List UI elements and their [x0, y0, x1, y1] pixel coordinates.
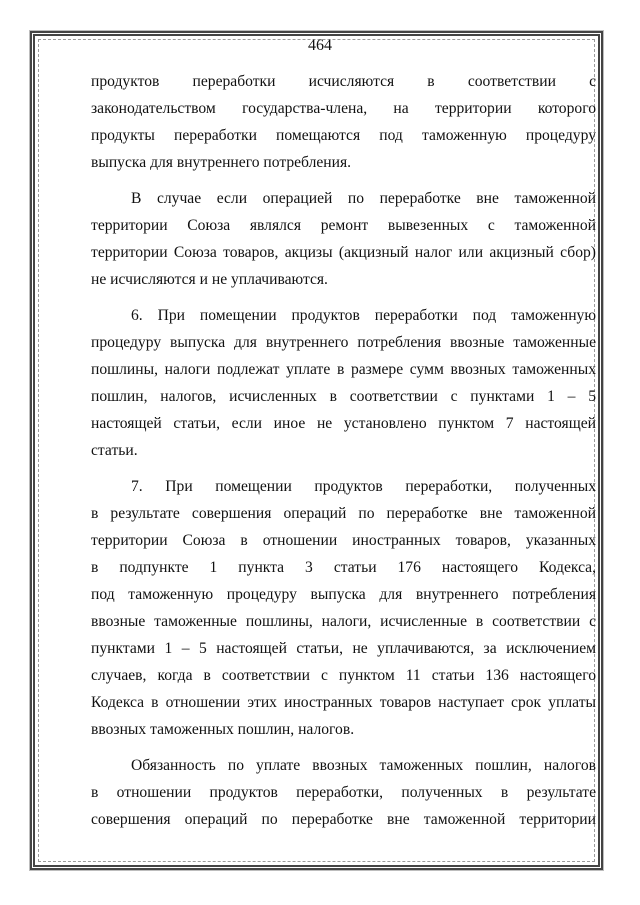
text-line: в отношении продуктов переработки, полученных в результате: [91, 784, 596, 801]
text-line: совершения операций по переработке вне таможенной территории: [91, 811, 596, 828]
text-line: 7. При помещении продуктов переработки, полученных: [131, 478, 596, 495]
text-line: настоящей статьи, если иное не установлено пунктом 7 настоящей: [91, 415, 596, 432]
text-line: продуктов переработки исчисляются в соответствии с: [91, 73, 596, 90]
text-line: выпуска для внутреннего потребления.: [91, 154, 352, 171]
text-line: процедуру выпуска для внутреннего потребления ввозные таможенные: [91, 334, 596, 351]
text-line: пунктами 1 – 5 настоящей статьи, не уплачиваются, за исключением: [91, 640, 596, 657]
page-number: 464: [308, 37, 332, 54]
text-line: В случае если операцией по переработке вне таможенной: [131, 190, 596, 207]
text-line: пошлин, налогов, исчисленных в соответствии с пунктами 1 – 5: [91, 388, 596, 405]
paragraph-continuation: [91, 68, 596, 176]
text-line: ввозные таможенные пошлины, налоги, исчисленные в соответствии с: [91, 613, 596, 630]
text-line: под таможенную процедуру выпуска для внутреннего потребления: [91, 586, 596, 603]
text-line: в подпункте 1 пункта 3 статьи 176 настоящего Кодекса,: [91, 559, 596, 576]
paragraph-item-7: [91, 473, 596, 743]
paragraph-obligation: [91, 752, 596, 833]
text-line: продукты переработки помещаются под таможенную процедуру: [91, 127, 596, 144]
text-line: Кодекса в отношении этих иностранных товаров наступает срок уплаты: [91, 694, 596, 711]
paragraph-repair-case: [91, 185, 596, 293]
text-line: в результате совершения операций по переработке вне таможенной: [91, 505, 596, 522]
text-line: территории Союза в отношении иностранных товаров, указанных: [91, 532, 596, 549]
text-line: статьи.: [91, 442, 138, 459]
paragraph-item-6: [91, 302, 596, 464]
text-line: Обязанность по уплате ввозных таможенных пошлин, налогов: [131, 757, 596, 774]
text-line: 6. При помещении продуктов переработки под таможенную: [131, 307, 596, 324]
text-line: ввозных таможенных пошлин, налогов.: [91, 721, 355, 738]
text-line: случаев, когда в соответствии с пунктом 11 статьи 136 настоящего: [91, 667, 596, 684]
text-line: территории Союза являлся ремонт вывезенных с таможенной: [91, 217, 596, 234]
text-line: пошлины, налоги подлежат уплате в размере сумм ввозных таможенных: [91, 361, 596, 378]
text-line: не исчисляются и не уплачиваются.: [91, 271, 328, 288]
text-line: законодательством государства-члена, на территории которого: [91, 100, 596, 117]
document-body: [91, 68, 596, 842]
text-line: территории Союза товаров, акцизы (акцизный налог или акцизный сбор): [91, 244, 596, 261]
